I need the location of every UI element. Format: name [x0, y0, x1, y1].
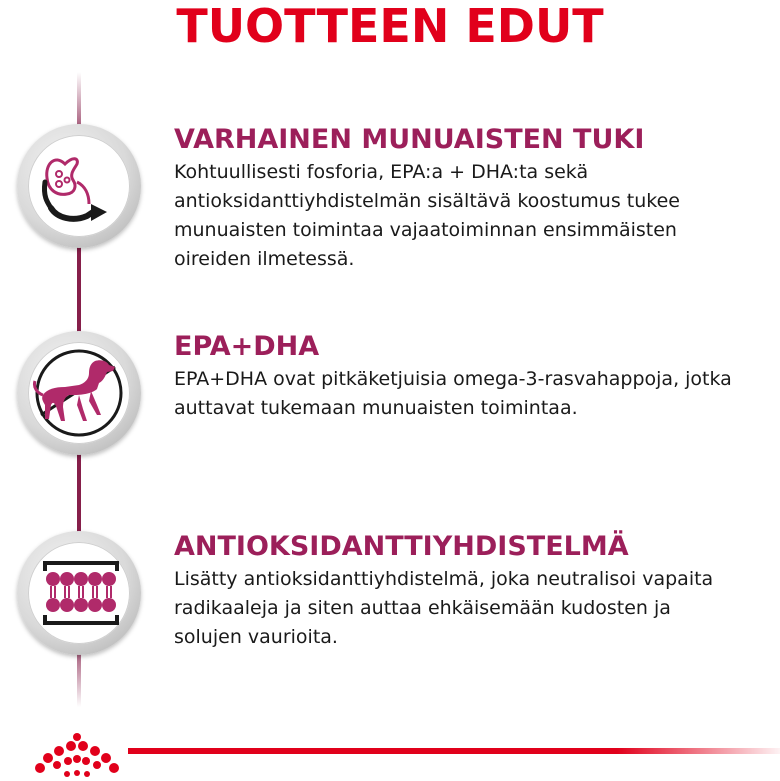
footer-red-line: [128, 748, 780, 754]
page-title: TUOTTEEN EDUT: [176, 0, 604, 53]
feature-description: EPA+DHA ovat pitkäketjuisia omega-3-rasvahappoja, jotka auttavat tukemaan munuaisten toimintaa.: [174, 368, 732, 419]
feature-badge-kidney: [17, 124, 141, 248]
feature-description: Kohtuullisesti fosforia, EPA:a + DHA:ta sekä antioksidanttiyhdistelmän sisältävä koostumus tukee munuaisten toimintaa vajaatoiminnan ensimmäisten oireiden ilmetessä.: [174, 161, 680, 270]
royal-canin-crown-icon: [28, 728, 126, 781]
dog-icon: [17, 331, 141, 455]
feature-description: Lisätty antioksidanttiyhdistelmä, joka neutralisoi vapaita radikaaleja ja siten auttaa ehkäisemään kudosten ja solujen vaurioita.: [174, 568, 714, 648]
feature-badge-dog: [17, 331, 141, 455]
feature-title: EPA+DHA: [174, 331, 320, 362]
feature-title: VARHAINEN MUNUAISTEN TUKI: [174, 124, 645, 155]
feature-badge-cells: [17, 531, 141, 655]
kidney-icon: [17, 124, 141, 248]
feature-title: ANTIOKSIDANTTIYHDISTELMÄ: [174, 531, 629, 562]
cell-membrane-icon: [17, 531, 141, 655]
